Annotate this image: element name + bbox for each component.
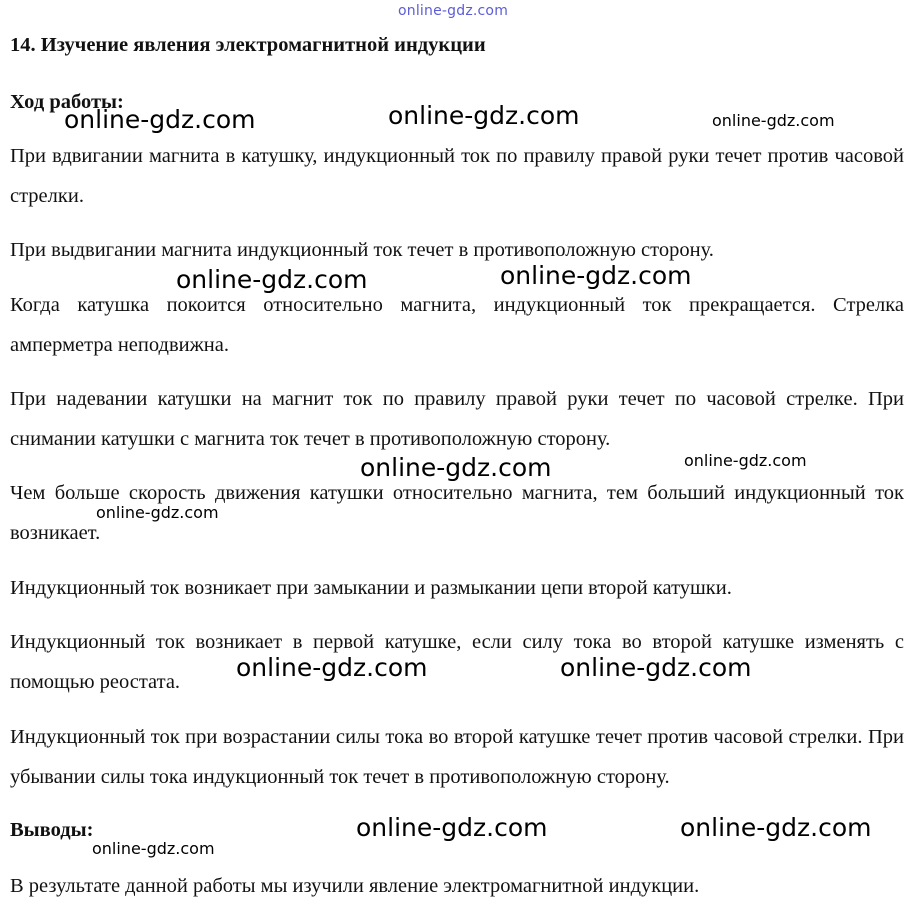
paragraph-6: Индукционный ток возникает при замыкании и размыкании цепи второй катушки. [10,577,732,599]
watermark: online-gdz.com [388,101,580,130]
watermark: online-gdz.com [92,839,215,858]
paragraph-1: При вдвигании магнита в катушку, индукционный ток по правилу правой руки течет против часовой стрелки. [10,145,904,207]
watermark: online-gdz.com [500,261,692,290]
paragraph-2: При выдвигании магнита индукционный ток течет в противоположную сторону. [10,239,714,261]
watermark: online-gdz.com [680,813,872,842]
header-watermark: online-gdz.com [398,3,509,19]
watermark: online-gdz.com [176,265,368,294]
watermark: online-gdz.com [64,105,256,134]
watermark: online-gdz.com [96,503,219,522]
watermark: online-gdz.com [360,453,552,482]
paragraph-8: Индукционный ток при возрастании силы тока во второй катушке течет против часовой стрелки. При убывании силы тока индукционный ток течет в противоположную сторону. [10,726,904,788]
paragraph-3: Когда катушка покоится относительно магнита, индукционный ток прекращается. Стрелка амперметра неподвижна. [10,294,904,356]
conclusions-heading: Выводы: [10,819,94,841]
watermark: online-gdz.com [236,653,428,682]
page-title: 14. Изучение явления электромагнитной индукции [10,34,486,56]
watermark: online-gdz.com [560,653,752,682]
watermark: online-gdz.com [712,111,835,130]
paragraph-7: Индукционный ток возникает в первой катушке, если силу тока во второй катушке изменять с помощью реостата. [10,631,904,693]
watermark: online-gdz.com [356,813,548,842]
watermark: online-gdz.com [684,451,807,470]
paragraph-4: При надевании катушки на магнит ток по правилу правой руки течет по часовой стрелке. При снимании катушки с магнита ток течет в противоположную сторону. [10,388,904,450]
procedure-heading: Ход работы: [10,91,124,113]
conclusion-text: В результате данной работы мы изучили явление электромагнитной индукции. [10,875,700,897]
paragraph-5: Чем больше скорость движения катушки относительно магнита, тем больший индукционный ток возникает. [10,482,904,544]
